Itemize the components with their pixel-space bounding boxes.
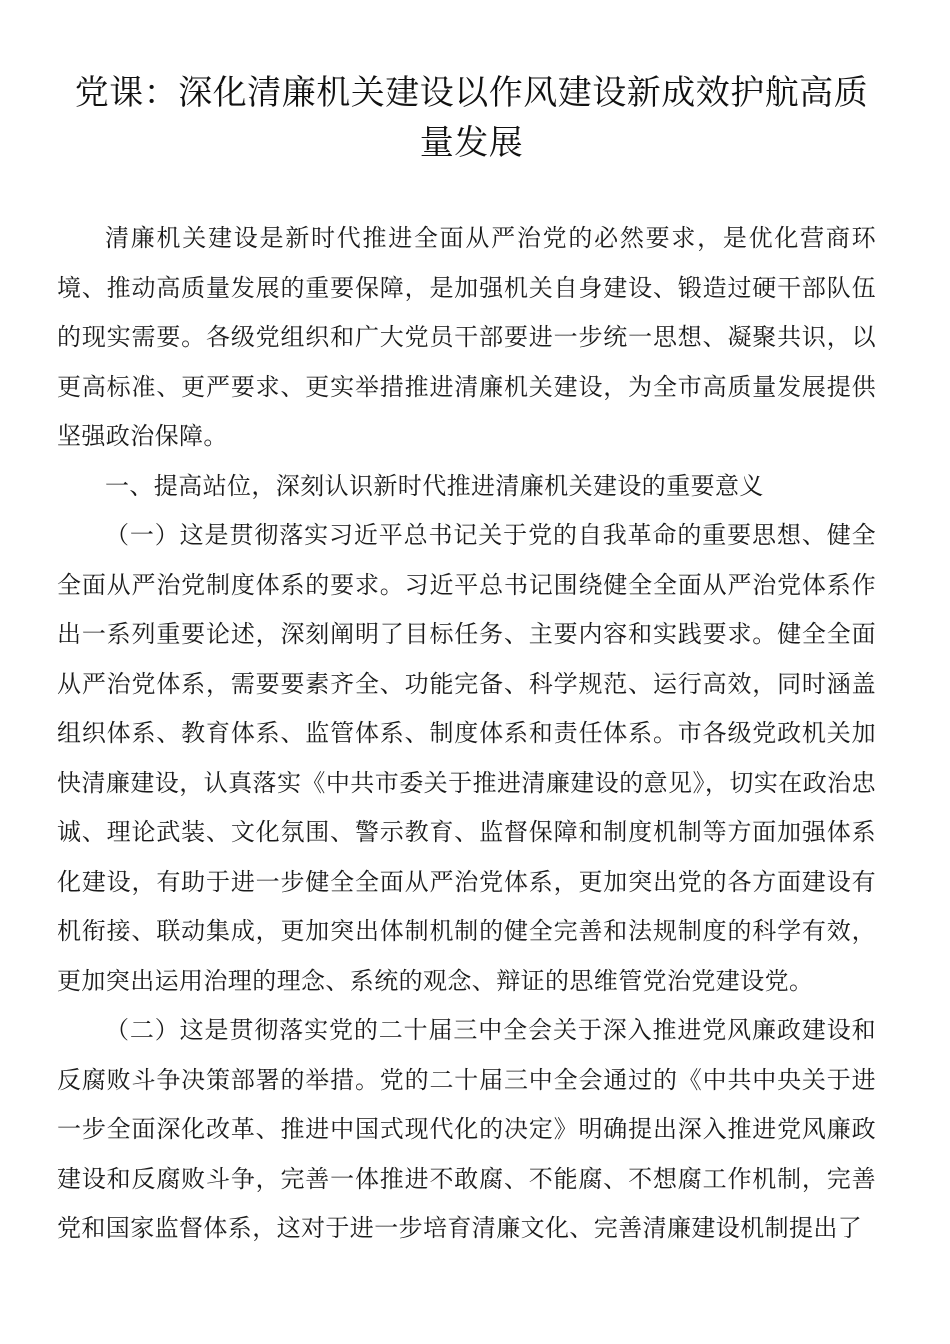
- document-title: 党课：深化清廉机关建设以作风建设新成效护航高质量发展: [74, 73, 869, 163]
- subsection-paragraph-2: （二）这是贯彻落实党的二十届三中全会关于深入推进党风廉政建设和反腐败斗争决策部署的举措。党的二十届三中全会通过的《中共中央关于进一步全面深化改革、推进中国式现代化的决定》明确提出深入推进党风廉政建设和反腐败斗争，完善一体推进不敢腐、不能腐、不想腐工作机制，完善党和国家监督体系，这对于进一步培育清廉文化、完善清廉建设机制提出了: [57, 1016, 876, 1242]
- section-heading-1: 一、提高站位，深刻认识新时代推进清廉机关建设的重要意义: [105, 471, 764, 500]
- document-body: [57, 214, 876, 1254]
- intro-paragraph: 清廉机关建设是新时代推进全面从严治党的必然要求，是优化营商环境、推动高质量发展的重要保障，是加强机关自身建设、锻造过硬干部队伍的现实需要。各级党组织和广大党员干部要进一步统一思想、凝聚共识，以更高标准、更严要求、更实举措推进清廉机关建设，为全市高质量发展提供坚强政治保障。: [57, 224, 876, 450]
- subsection-paragraph-1: （一）这是贯彻落实习近平总书记关于党的自我革命的重要思想、健全全面从严治党制度体系的要求。习近平总书记围绕健全全面从严治党体系作出一系列重要论述，深刻阐明了目标任务、主要内容和实践要求。健全全面从严治党体系，需要要素齐全、功能完备、科学规范、运行高效，同时涵盖组织体系、教育体系、监管体系、制度体系和责任体系。市各级党政机关加快清廉建设，认真落实《中共市委关于推进清廉建设的意见》，切实在政治忠诚、理论武装、文化氛围、警示教育、监督保障和制度机制等方面加强体系化建设，有助于进一步健全全面从严治党体系，更加突出党的各方面建设有机衔接、联动集成，更加突出体制机制的健全完善和法规制度的科学有效，更加突出运用治理的理念、系统的观念、辩证的思维管党治党建设党。: [57, 521, 876, 995]
